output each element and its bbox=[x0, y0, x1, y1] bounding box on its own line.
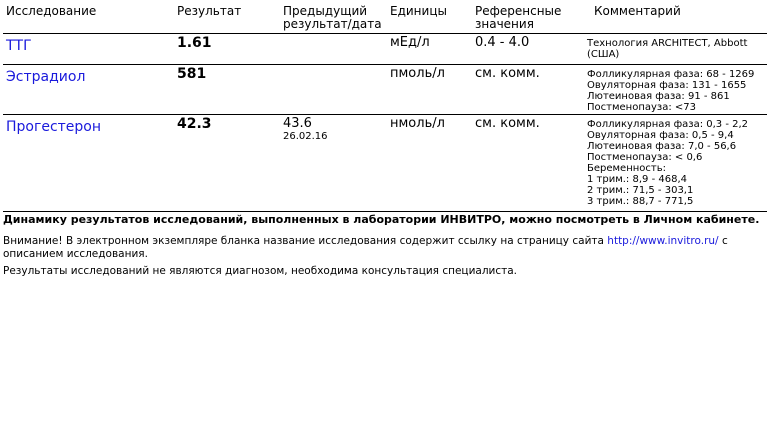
table-row bbox=[3, 34, 767, 65]
units-value: мЕд/л bbox=[387, 34, 472, 65]
warning-suffix: с описанием исследования. bbox=[3, 235, 728, 260]
header-previous: Предыдущий результат/дата bbox=[280, 3, 387, 34]
comment-line: Постменопауза: < 0,6 bbox=[587, 152, 703, 163]
previous-date: 26.02.16 bbox=[283, 131, 328, 142]
header-units: Единицы bbox=[387, 3, 472, 34]
table-row bbox=[3, 65, 767, 115]
table-row bbox=[3, 115, 767, 212]
result-value: 581 bbox=[174, 65, 280, 115]
comment-line: Фолликулярная фаза: 0,3 - 2,2 bbox=[587, 119, 749, 130]
result-value: 1.61 bbox=[174, 34, 280, 65]
previous-result bbox=[280, 65, 387, 115]
header-reference: Референсные значения bbox=[472, 3, 584, 34]
comment-line: Постменопауза: <73 bbox=[587, 102, 696, 113]
disclaimer-note: Результаты исследований не являются диагнозом, необходима консультация специалиста. bbox=[3, 265, 518, 277]
dynamics-note: Динамику результатов исследований, выполненных в лаборатории ИНВИТРО, можно посмотреть в Личном кабинете. bbox=[3, 213, 760, 226]
comment-line: 1 трим.: 8,9 - 468,4 bbox=[587, 174, 687, 185]
header-comment: Комментарий bbox=[584, 3, 767, 34]
units-value: пмоль/л bbox=[387, 65, 472, 115]
comment-line: 2 трим.: 71,5 - 303,1 bbox=[587, 185, 694, 196]
comment-line: Технология ARCHITECT, Abbott bbox=[587, 38, 748, 49]
previous-result bbox=[280, 115, 387, 212]
reference-value: 0.4 - 4.0 bbox=[472, 34, 584, 65]
table-header-row bbox=[3, 3, 767, 34]
header-result: Результат bbox=[174, 3, 280, 34]
test-link-estradiol[interactable]: Эстрадиол bbox=[6, 69, 86, 85]
reference-value: см. комм. bbox=[472, 115, 584, 212]
comment-line: Лютеиновая фаза: 91 - 861 bbox=[587, 91, 730, 102]
comment-line: Овуляторная фаза: 131 - 1655 bbox=[587, 80, 747, 91]
warning-note bbox=[3, 235, 763, 261]
comment-cell bbox=[584, 34, 767, 65]
units-value: нмоль/л bbox=[387, 115, 472, 212]
comment-line: Фолликулярная фаза: 68 - 1269 bbox=[587, 69, 755, 80]
comment-cell bbox=[584, 115, 767, 212]
comment-line: (США) bbox=[587, 49, 620, 60]
comment-line: Беременность: bbox=[587, 163, 666, 174]
previous-result bbox=[280, 34, 387, 65]
warning-text: Внимание! В электронном экземпляре бланка название исследования содержит ссылку на страницу сайта bbox=[3, 235, 604, 247]
comment-line: 3 трим.: 88,7 - 771,5 bbox=[587, 196, 694, 207]
previous-value: 43.6 bbox=[283, 116, 312, 131]
results-table bbox=[3, 3, 767, 212]
test-link-progesterone[interactable]: Прогестерон bbox=[6, 119, 102, 135]
comment-cell bbox=[584, 65, 767, 115]
comment-line: Овуляторная фаза: 0,5 - 9,4 bbox=[587, 130, 734, 141]
invitro-link[interactable]: http://www.invitro.ru/ bbox=[607, 235, 719, 247]
reference-value: см. комм. bbox=[472, 65, 584, 115]
header-test: Исследование bbox=[3, 3, 174, 34]
result-value: 42.3 bbox=[174, 115, 280, 212]
test-link-ttg[interactable]: ТТГ bbox=[6, 38, 32, 54]
comment-line: Лютеиновая фаза: 7,0 - 56,6 bbox=[587, 141, 737, 152]
